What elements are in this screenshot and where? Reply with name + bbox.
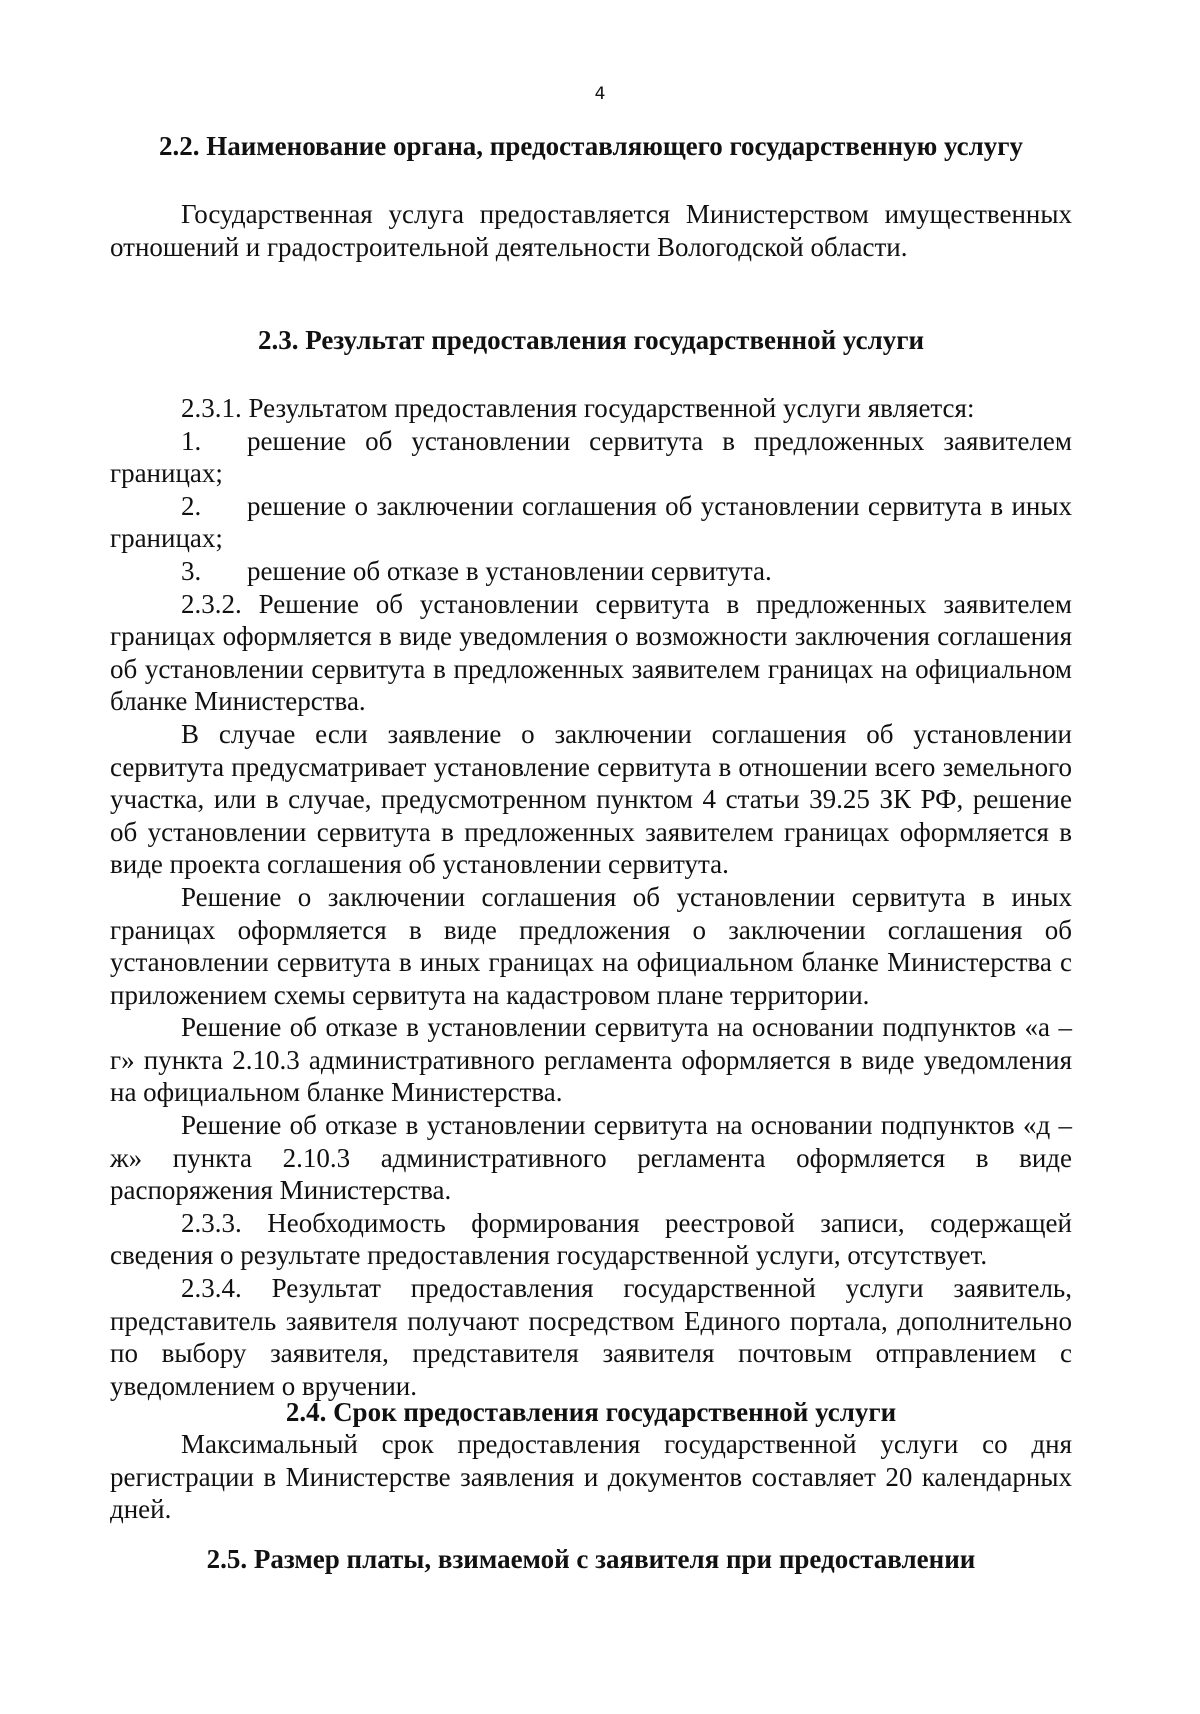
list-item-number: 2. xyxy=(181,490,202,521)
section-2-2-heading: 2.2. Наименование органа, предоставляющего государственную услугу xyxy=(158,131,1024,161)
paragraph-2-3-3: 2.3.3. Необходимость формирования реестровой записи, содержащей сведения о результате предоставления государственной услуги, отсутствует. xyxy=(110,1207,1072,1271)
list-item-number: 1. xyxy=(181,425,202,456)
paragraph-other-borders: Решение о заключении соглашения об установлении сервитута в иных границах оформляется в виде предложения о заключении соглашения об установлении сервитута в иных границах на официальном бланке Министерства с приложением схемы сервитута на кадастровом плане территории. xyxy=(110,881,1072,1010)
list-item-text: решение об установлении сервитута в предложенных заявителем границах; xyxy=(110,425,1072,489)
section-2-4-heading: 2.4. Срок предоставления государственной услуги xyxy=(285,1397,897,1427)
paragraph-refusal-a-g: Решение об отказе в установлении сервитута на основании подпунктов «а – г» пункта 2.10.3 административного регламента оформляется в виде уведомления на официальном бланке Министерства. xyxy=(110,1012,1072,1108)
paragraph-case: В случае если заявление о заключении соглашения об установлении сервитута предусматривает установление сервитута в отношении всего земельного участка, или в случае, предусмотренном пунктом 4 статьи 39.25 ЗК РФ, решение об установлении сервитута в предложенных заявителем границах оформляется в виде проекта соглашения об установлении сервитута. xyxy=(110,718,1072,880)
paragraph-2-3-4: 2.3.4. Результат предоставления государственной услуги заявитель, представитель заявителя получают посредством Единого портала, дополнительно по выбору заявителя, представителя заявителя почтовым отправлением с уведомлением о вручении. xyxy=(110,1273,1072,1401)
paragraph-refusal-d-zh: Решение об отказе в установлении сервитута на основании подпунктов «д – ж» пункта 2.10.3 административного регламента оформляется в виде распоряжения Министерства. xyxy=(110,1110,1072,1206)
result-list-item xyxy=(110,425,1072,490)
paragraph-2-3-1: 2.3.1. Результатом предоставления государственной услуги является: xyxy=(181,393,975,423)
section-2-2-paragraph: Государственная услуга предоставляется Министерством имущественных отношений и градостроительной деятельности Вологодской области. xyxy=(110,199,1072,262)
section-2-3-body xyxy=(110,392,1072,1402)
list-item-text: решение о заключении соглашения об установлении сервитута в иных границах; xyxy=(110,490,1072,554)
paragraph-2-3-2: 2.3.2. Решение об установлении сервитута в предложенных заявителем границах оформляется в виде уведомления о возможности заключения соглашения об установлении сервитута в предложенных заявителем границах на официальном бланке Министерства. xyxy=(110,588,1072,717)
section-2-4-paragraph: Максимальный срок предоставления государственной услуги со дня регистрации в Министерстве заявления и документов составляет 20 календарных дней. xyxy=(110,1429,1072,1525)
list-item-text: решение об отказе в установлении сервитута. xyxy=(247,555,772,586)
section-2-4-body xyxy=(110,1428,1072,1526)
section-2-3-heading: 2.3. Результат предоставления государственной услуги xyxy=(257,325,925,355)
result-list-item xyxy=(110,490,1072,555)
list-item-number: 3. xyxy=(181,555,202,586)
section-2-5-heading: 2.5. Размер платы, взимаемой с заявителя при предоставлении xyxy=(206,1544,976,1574)
result-list-item xyxy=(110,555,1072,588)
section-2-2-body xyxy=(110,198,1072,263)
page-number: 4 xyxy=(594,84,606,104)
